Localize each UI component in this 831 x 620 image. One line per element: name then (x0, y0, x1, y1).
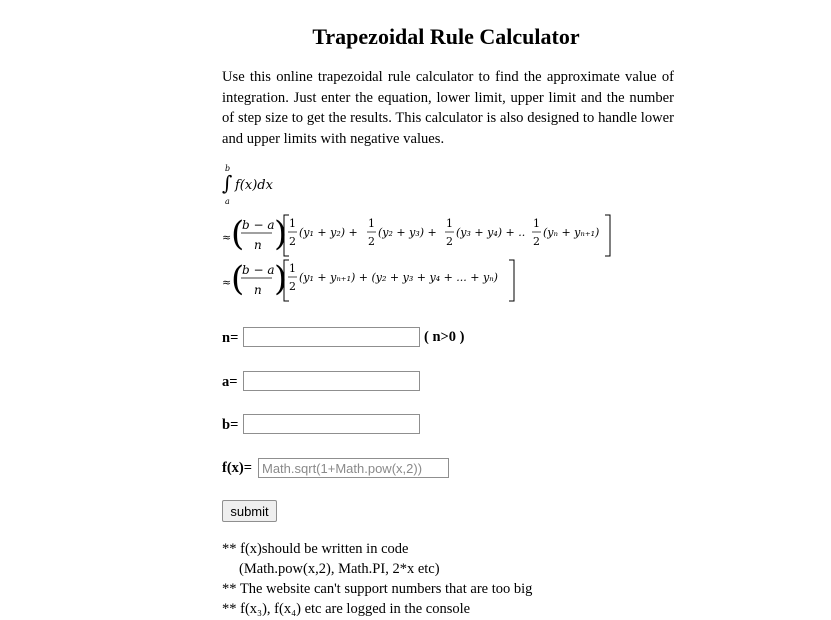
note-line-2: (Math.pow(x,2), Math.PI, 2*x etc) (239, 561, 440, 577)
integral-sign: ∫ (222, 171, 233, 195)
note-line-1: ** f(x)should be written in code (222, 541, 409, 557)
frac-numerator: b − a (242, 218, 275, 232)
note-line-3: ** The website can't support numbers that are too big (222, 581, 533, 597)
svg-text:1: 1 (446, 217, 453, 230)
svg-text:(: ( (231, 259, 245, 299)
integrand: f(x)dx (235, 178, 273, 193)
fx-row (222, 460, 252, 477)
svg-text:2: 2 (533, 235, 540, 248)
close-bracket (605, 215, 610, 256)
svg-text:): ) (274, 259, 288, 299)
fx-label: f(x)= (222, 460, 252, 476)
n-input[interactable] (243, 327, 420, 347)
frac-denominator: n (254, 238, 262, 252)
n-label: n= (222, 330, 239, 346)
svg-text:1: 1 (289, 262, 296, 275)
integral-upper-limit: b (225, 164, 231, 173)
term-1: (y₁ + y₂) + (299, 226, 358, 239)
svg-text:2: 2 (446, 235, 453, 248)
svg-text:2: 2 (368, 235, 375, 248)
intro-paragraph: Use this online trapezoidal rule calculator to find the approximate value of integration. Just enter the equation, lower limit, upper limit and the number of step size to get the results. This calculator is also designed to handle lower and upper limits with negative values. (222, 69, 674, 147)
svg-text:2: 2 (289, 280, 296, 293)
fx-input[interactable] (258, 458, 449, 478)
svg-text:1: 1 (533, 217, 540, 230)
a-label: a= (222, 374, 238, 390)
a-row (222, 374, 238, 391)
svg-text:b − a: b − a (242, 263, 275, 277)
term-4: (yₙ + yₙ₊₁) (543, 226, 600, 239)
notes (222, 539, 532, 619)
b-input[interactable] (243, 414, 420, 434)
b-row (222, 417, 238, 434)
half-den: 2 (289, 235, 296, 248)
n-hint: ( n>0 ) (424, 329, 465, 345)
svg-text:1: 1 (368, 217, 375, 230)
approx-symbol-2: ≈ (222, 276, 232, 289)
half-num: 1 (289, 217, 296, 230)
n-row (222, 330, 238, 347)
page-title: Trapezoidal Rule Calculator (312, 24, 580, 49)
trapezoidal-formula (222, 162, 622, 302)
approx-symbol-1: ≈ (222, 231, 232, 244)
term-3: (y₃ + y₄) + .. (456, 226, 526, 239)
a-input[interactable] (243, 371, 420, 391)
close-paren: ) (274, 214, 288, 254)
line3-terms: (y₁ + yₙ₊₁) + (y₂ + y₃ + y₄ + ... + yₙ) (299, 271, 498, 284)
open-paren: ( (231, 214, 245, 254)
integral-lower-limit: a (225, 197, 230, 206)
note-line-4: ** f(x₃), f(x₄) etc are logged in the console (222, 601, 471, 617)
svg-text:n: n (254, 283, 262, 297)
term-2: (y₂ + y₃) + (378, 226, 437, 239)
submit-button[interactable]: submit (222, 500, 277, 522)
b-label: b= (222, 417, 239, 433)
